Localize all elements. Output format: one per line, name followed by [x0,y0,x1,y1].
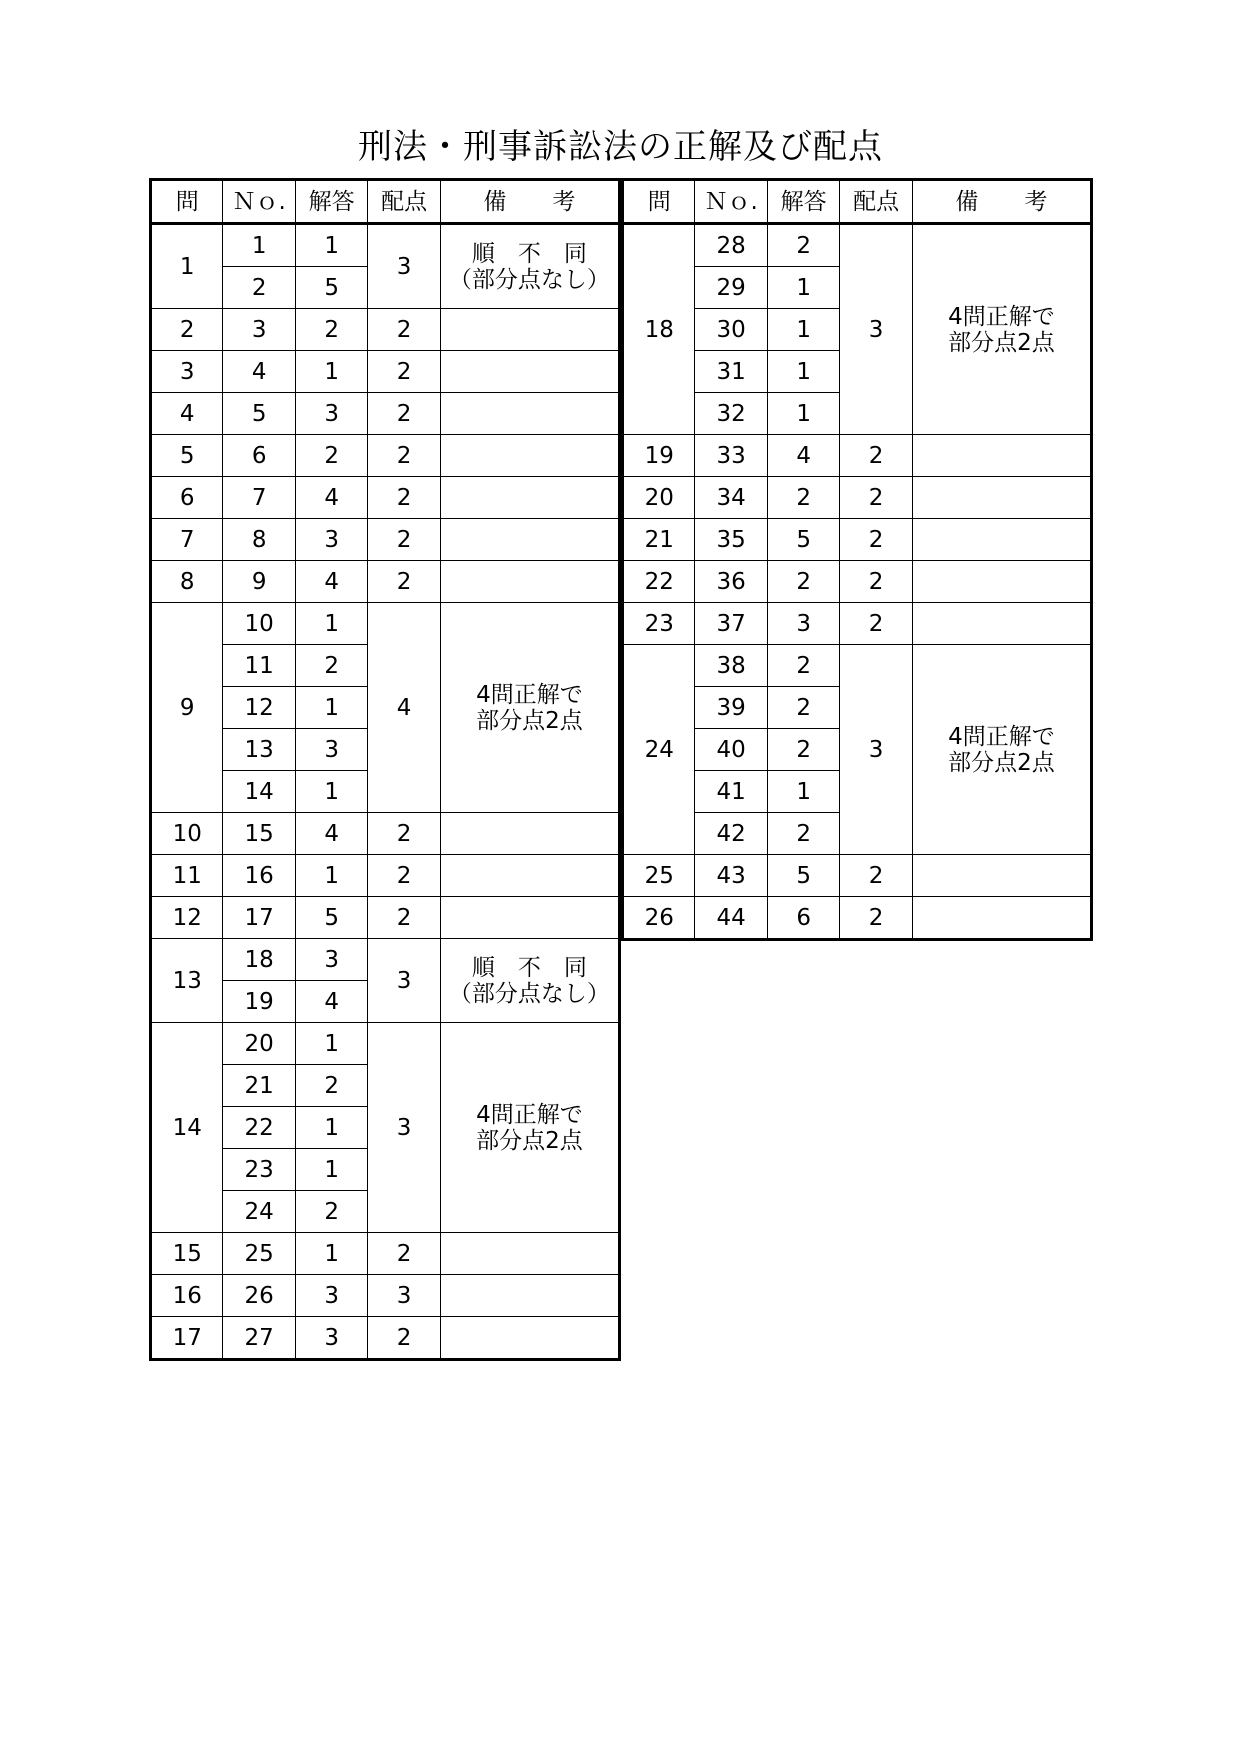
answer-cell: 1 [767,309,839,351]
remarks-cell: 4問正解で 部分点2点 [440,1023,619,1233]
answer-cell: 2 [295,309,367,351]
table-row [151,855,620,897]
question-cell: 2 [151,309,223,351]
table-body [623,224,1092,940]
question-cell: 14 [151,1023,223,1233]
remarks-cell [912,435,1091,477]
table-row [623,519,1092,561]
answer-cell: 3 [295,1275,367,1317]
remarks-cell [440,813,619,855]
answer-cell: 1 [295,224,367,267]
number-cell: 42 [695,813,767,855]
table-row [623,224,1092,267]
number-cell: 30 [695,309,767,351]
points-cell: 3 [840,224,912,435]
question-cell: 24 [623,645,695,855]
question-cell: 22 [623,561,695,603]
remarks-cell [440,1317,619,1360]
remarks-cell [440,519,619,561]
number-cell: 13 [223,729,295,771]
answer-cell: 1 [295,771,367,813]
answer-cell: 1 [295,1149,367,1191]
number-cell: 43 [695,855,767,897]
question-cell: 7 [151,519,223,561]
remarks-cell [440,561,619,603]
points-cell: 2 [368,855,440,897]
number-cell: 39 [695,687,767,729]
table-row [151,1233,620,1275]
answer-table-left [149,178,621,1361]
answer-cell: 3 [295,393,367,435]
table-row [623,855,1092,897]
answer-cell: 1 [295,351,367,393]
number-cell: 44 [695,897,767,940]
table-row [151,477,620,519]
points-cell: 2 [368,393,440,435]
points-cell: 4 [368,603,440,813]
points-cell: 2 [368,435,440,477]
number-cell: 12 [223,687,295,729]
table-row [151,603,620,645]
table-row [623,897,1092,940]
answer-cell: 3 [767,603,839,645]
number-cell: 37 [695,603,767,645]
points-cell: 3 [368,1275,440,1317]
page-title: 刑法・刑事訴訟法の正解及び配点 [358,127,883,167]
table-row [151,939,620,981]
question-cell: 16 [151,1275,223,1317]
answer-cell: 2 [295,1065,367,1107]
remarks-cell [440,855,619,897]
number-cell: 41 [695,771,767,813]
header-points: 配点 [840,180,912,224]
answer-cell: 3 [295,1317,367,1360]
header-remarks: 備 考 [912,180,1091,224]
number-cell: 28 [695,224,767,267]
points-cell: 2 [368,477,440,519]
number-cell: 3 [223,309,295,351]
answer-cell: 4 [295,477,367,519]
number-cell: 40 [695,729,767,771]
points-cell: 2 [840,897,912,940]
number-cell: 20 [223,1023,295,1065]
answer-cell: 2 [295,435,367,477]
table-row [151,897,620,939]
number-cell: 1 [223,224,295,267]
remarks-cell [440,477,619,519]
points-cell: 2 [368,519,440,561]
answer-cell: 1 [767,267,839,309]
number-cell: 8 [223,519,295,561]
question-cell: 26 [623,897,695,940]
answer-cell: 1 [295,603,367,645]
number-cell: 35 [695,519,767,561]
points-cell: 2 [368,813,440,855]
question-cell: 19 [623,435,695,477]
answer-table-right [621,178,1093,941]
remarks-cell [440,1233,619,1275]
table-row [623,603,1092,645]
number-cell: 19 [223,981,295,1023]
answer-cell: 1 [295,1023,367,1065]
answer-cell: 4 [295,561,367,603]
table-row [623,561,1092,603]
answer-cell: 2 [767,224,839,267]
table-row [151,519,620,561]
answer-cell: 1 [295,1107,367,1149]
table-row [151,813,620,855]
table-row [151,1317,620,1360]
points-cell: 2 [368,561,440,603]
answer-cell: 2 [767,645,839,687]
points-cell: 2 [368,351,440,393]
remarks-cell [440,351,619,393]
remarks-cell [912,603,1091,645]
answer-cell: 2 [767,477,839,519]
number-cell: 18 [223,939,295,981]
answer-cell: 1 [767,771,839,813]
answer-cell: 5 [767,855,839,897]
number-cell: 27 [223,1317,295,1360]
remarks-cell [912,561,1091,603]
question-cell: 13 [151,939,223,1023]
table-row [151,1023,620,1065]
number-cell: 23 [223,1149,295,1191]
number-cell: 7 [223,477,295,519]
answer-cell: 2 [767,687,839,729]
points-cell: 2 [840,477,912,519]
table-body [151,224,620,1360]
answer-cell: 5 [295,267,367,309]
question-cell: 17 [151,1317,223,1360]
answer-cell: 2 [295,1191,367,1233]
number-cell: 26 [223,1275,295,1317]
answer-cell: 4 [295,813,367,855]
points-cell: 3 [368,939,440,1023]
answer-cell: 1 [767,351,839,393]
question-cell: 6 [151,477,223,519]
remarks-cell [440,897,619,939]
header-number: Ｎｏ. [223,180,295,224]
points-cell: 3 [840,645,912,855]
answer-cell: 1 [295,855,367,897]
answer-cell: 5 [767,519,839,561]
question-cell: 3 [151,351,223,393]
remarks-cell: 4問正解で 部分点2点 [440,603,619,813]
table-row [151,1275,620,1317]
remarks-cell [440,393,619,435]
answer-cell: 1 [767,393,839,435]
number-cell: 15 [223,813,295,855]
table-row [151,561,620,603]
question-cell: 1 [151,224,223,309]
number-cell: 2 [223,267,295,309]
points-cell: 2 [840,561,912,603]
question-cell: 25 [623,855,695,897]
number-cell: 11 [223,645,295,687]
points-cell: 2 [840,519,912,561]
table-header [623,180,1092,224]
table-row [151,393,620,435]
answer-cell: 3 [295,729,367,771]
remarks-cell [440,309,619,351]
table-row [623,645,1092,687]
points-cell: 3 [368,1023,440,1233]
header-question: 問 [151,180,223,224]
remarks-cell [912,519,1091,561]
answer-cell: 2 [767,561,839,603]
header-answer: 解答 [767,180,839,224]
answer-cell: 2 [767,729,839,771]
question-cell: 9 [151,603,223,813]
number-cell: 36 [695,561,767,603]
points-cell: 2 [840,435,912,477]
number-cell: 17 [223,897,295,939]
question-cell: 5 [151,435,223,477]
points-cell: 3 [368,224,440,309]
number-cell: 38 [695,645,767,687]
header-question: 問 [623,180,695,224]
answer-cell: 1 [295,1233,367,1275]
table-row [151,224,620,267]
answer-cell: 1 [295,687,367,729]
points-cell: 2 [368,309,440,351]
remarks-cell [440,1275,619,1317]
answer-cell: 2 [295,645,367,687]
question-cell: 11 [151,855,223,897]
header-number: Ｎｏ. [695,180,767,224]
number-cell: 6 [223,435,295,477]
number-cell: 33 [695,435,767,477]
header-answer: 解答 [295,180,367,224]
header-points: 配点 [368,180,440,224]
question-cell: 4 [151,393,223,435]
question-cell: 12 [151,897,223,939]
number-cell: 16 [223,855,295,897]
question-cell: 21 [623,519,695,561]
header-remarks: 備 考 [440,180,619,224]
question-cell: 20 [623,477,695,519]
table-row [151,435,620,477]
number-cell: 32 [695,393,767,435]
remarks-cell: 4問正解で 部分点2点 [912,645,1091,855]
number-cell: 10 [223,603,295,645]
number-cell: 9 [223,561,295,603]
remarks-cell [912,897,1091,940]
remarks-cell: 4問正解で 部分点2点 [912,224,1091,435]
remarks-cell: 順 不 同 （部分点なし） [440,224,619,309]
answer-cell: 4 [295,981,367,1023]
question-cell: 10 [151,813,223,855]
remarks-cell [440,435,619,477]
number-cell: 5 [223,393,295,435]
number-cell: 21 [223,1065,295,1107]
points-cell: 2 [368,1233,440,1275]
question-cell: 23 [623,603,695,645]
remarks-cell [912,477,1091,519]
number-cell: 14 [223,771,295,813]
question-cell: 18 [623,224,695,435]
table-row [151,351,620,393]
number-cell: 31 [695,351,767,393]
number-cell: 25 [223,1233,295,1275]
question-cell: 15 [151,1233,223,1275]
points-cell: 2 [840,603,912,645]
number-cell: 4 [223,351,295,393]
points-cell: 2 [368,1317,440,1360]
table-row [623,477,1092,519]
number-cell: 29 [695,267,767,309]
table-header [151,180,620,224]
number-cell: 34 [695,477,767,519]
table-row [623,435,1092,477]
answer-cell: 5 [295,897,367,939]
answer-cell: 3 [295,519,367,561]
answer-cell: 6 [767,897,839,940]
points-cell: 2 [840,855,912,897]
question-cell: 8 [151,561,223,603]
number-cell: 24 [223,1191,295,1233]
points-cell: 2 [368,897,440,939]
number-cell: 22 [223,1107,295,1149]
answer-cell: 3 [295,939,367,981]
remarks-cell [912,855,1091,897]
table-row [151,309,620,351]
answer-cell: 2 [767,813,839,855]
answer-cell: 4 [767,435,839,477]
remarks-cell: 順 不 同 （部分点なし） [440,939,619,1023]
